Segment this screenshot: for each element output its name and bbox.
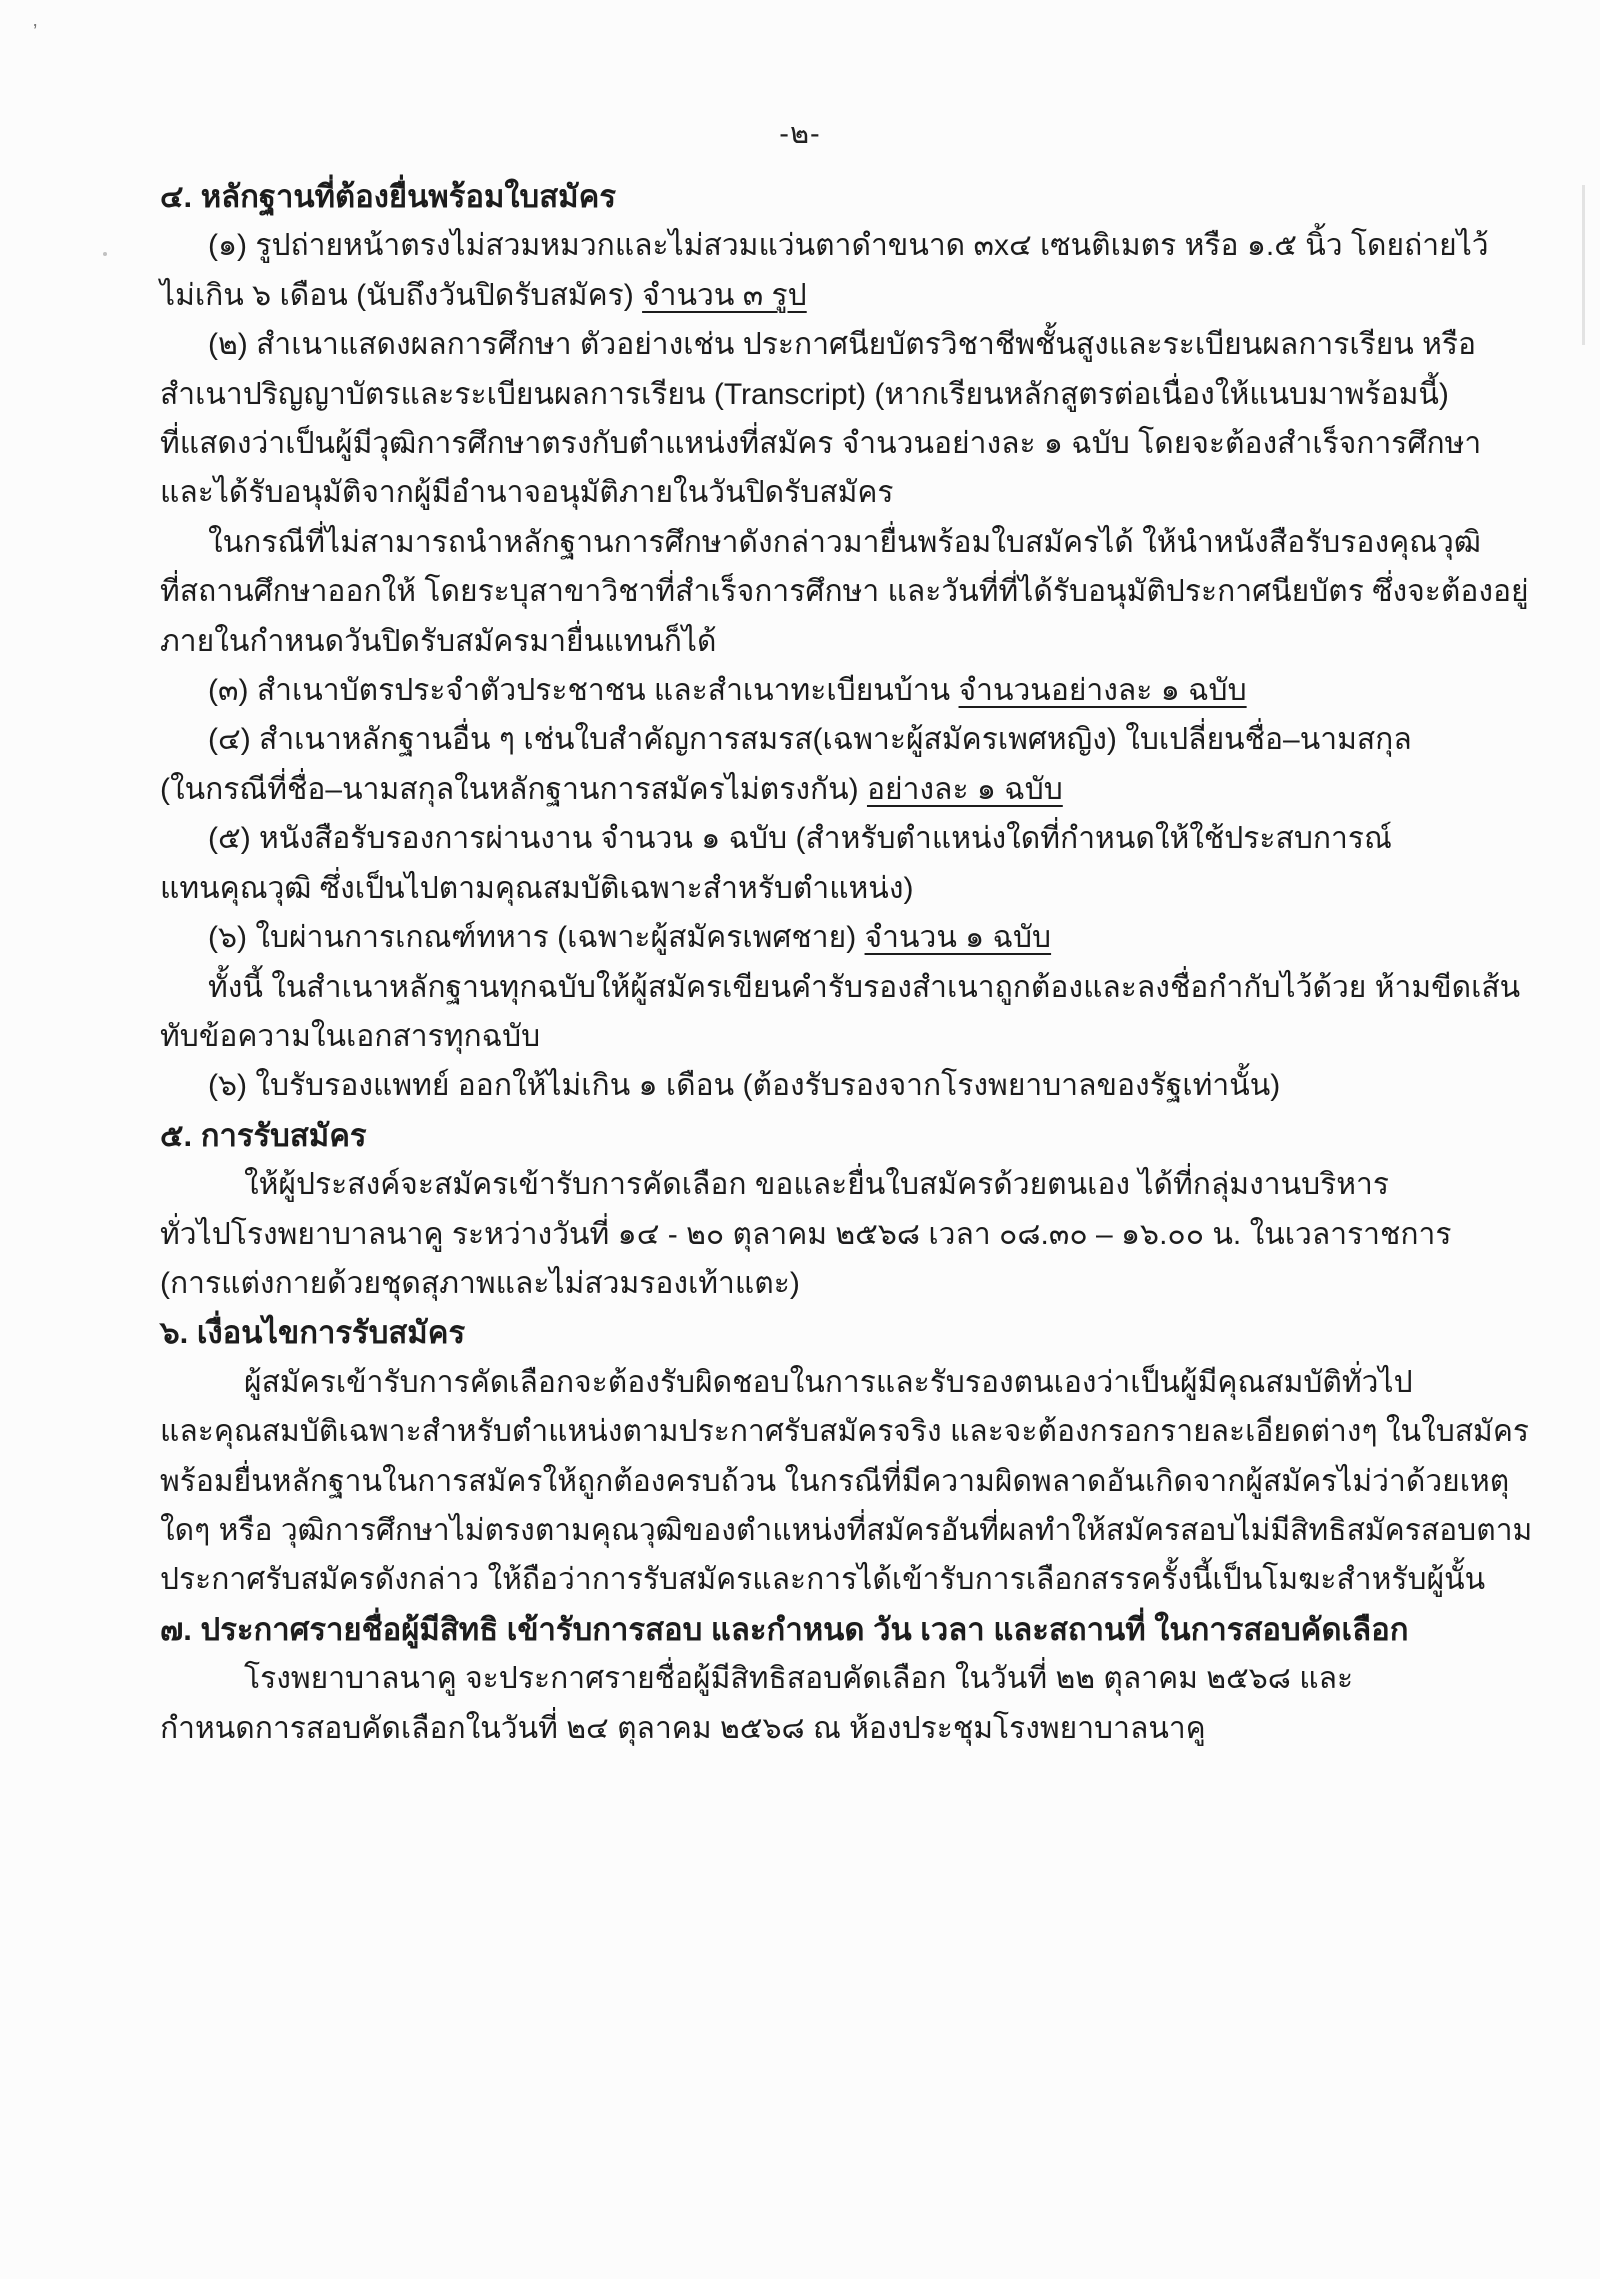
item-medical-certificate: (๖) ใบรับรองแพทย์ ออกให้ไม่เกิน ๑ เดือน (ต้องรับรองจากโรงพยาบาลของรัฐเท่านั้น)	[208, 1069, 1281, 1103]
item-3-line-1	[160, 666, 1490, 715]
section-7-line-1: โรงพยาบาลนาคู จะประกาศรายชื่อผู้มีสิทธิสอบคัดเลือก ในวันที่ ๒๒ ตุลาคม ๒๕๖๘ และ	[244, 1662, 1354, 1696]
item-4-line-2	[160, 765, 1490, 814]
item-1-copies-underlined: จำนวน ๓ รูป	[642, 278, 807, 312]
section-7-heading: ๗. ประกาศรายชื่อผู้มีสิทธิ เข้ารับการสอบ และกำหนด วัน เวลา และสถานที่ ในการสอบคัดเลือก	[160, 1611, 1409, 1647]
item-5-line-1: (๕) หนังสือรับรองการผ่านงาน จำนวน ๑ ฉบับ (สำหรับตำแหน่งใดที่กำหนดให้ใช้ประสบการณ์	[208, 822, 1392, 856]
paragraph-2-line-2: ทับข้อความในเอกสารทุกฉบับ	[160, 1019, 541, 1053]
section-6-line-1: ผู้สมัครเข้ารับการคัดเลือกจะต้องรับผิดชอบในการและรับรองตนเองว่าเป็นผู้มีคุณสมบัติทั่วไป	[244, 1365, 1413, 1399]
paragraph-1-line-3: ภายในกำหนดวันปิดรับสมัครมายื่นแทนก็ได้	[160, 624, 717, 658]
item-4-copies-underlined: อย่างละ ๑ ฉบับ	[866, 772, 1063, 806]
item-5-line-2: แทนคุณวุฒิ ซึ่งเป็นไปตามคุณสมบัติเฉพาะสำหรับตำแหน่ง)	[160, 871, 914, 905]
item-2-line-1: (๒) สำเนาแสดงผลการศึกษา ตัวอย่างเช่น ประกาศนียบัตรวิชาชีพชั้นสูงและระเบียนผลการเรียน หรือ	[208, 328, 1477, 362]
section-7-line-2: กำหนดการสอบคัดเลือกในวันที่ ๒๔ ตุลาคม ๒๕๖๘ ณ ห้องประชุมโรงพยาบาลนาคู	[160, 1711, 1206, 1745]
paragraph-2-line-1: ทั้งนี้ ในสำเนาหลักฐานทุกฉบับให้ผู้สมัครเขียนคำรับรองสำเนาถูกต้องและลงชื่อกำกับไว้ด้วย ห้ามขีดเส้น	[208, 970, 1521, 1004]
section-6-heading: ๖. เงื่อนไขการรับสมัคร	[160, 1315, 466, 1351]
paragraph-1-line-2: ที่สถานศึกษาออกให้ โดยระบุสาขาวิชาที่สำเร็จการศึกษา และวันที่ที่ได้รับอนุมัติประกาศนียบัตร ซึ่งจะต้องอยู่	[160, 575, 1529, 609]
item-4-line-1: (๔) สำเนาหลักฐานอื่น ๆ เช่นใบสำคัญการสมรส(เฉพาะผู้สมัครเพศหญิง) ใบเปลี่ยนชื่อ–นามสกุล	[208, 723, 1412, 757]
paragraph-1-line-1: ในกรณีที่ไม่สามารถนำหลักฐานการศึกษาดังกล่าวมายื่นพร้อมใบสมัครได้ ให้นำหนังสือรับรองคุณวุฒิ	[208, 525, 1481, 559]
scan-speck: ʼ	[33, 22, 38, 44]
section-4-heading: ๔. หลักฐานที่ต้องยื่นพร้อมใบสมัคร	[160, 179, 616, 214]
section-5-heading: ๕. การรับสมัคร	[160, 1117, 367, 1153]
section-6-line-3: พร้อมยื่นหลักฐานในการสมัครให้ถูกต้องครบถ้วน ในกรณีที่มีความผิดพลาดอันเกิดจากผู้สมัครไม่ว่าด้วยเหตุ	[160, 1464, 1510, 1498]
item-2-line-2: สำเนาปริญญาบัตรและระเบียนผลการเรียน (Transcript) (หากเรียนหลักสูตรต่อเนื่องให้แนบมาพร้อมนี้)	[160, 377, 1449, 411]
item-3-copies-underlined: จำนวนอย่างละ ๑ ฉบับ	[958, 674, 1247, 708]
item-2-line-3: ที่แสดงว่าเป็นผู้มีวุฒิการศึกษาตรงกับตำแหน่งที่สมัคร จำนวนอย่างละ ๑ ฉบับ โดยจะต้องสำเร็จการศึกษา	[160, 427, 1482, 461]
scan-dot	[103, 252, 107, 256]
item-4-line-2-text: (ในกรณีที่ชื่อ–นามสกุลในหลักฐานการสมัครไม่ตรงกัน)	[160, 772, 867, 806]
item-3-text: (๓) สำเนาบัตรประจำตัวประชาชน และสำเนาทะเบียนบ้าน	[208, 674, 959, 708]
item-6-line-1	[160, 913, 1490, 962]
section-6-line-5: ประกาศรับสมัครดังกล่าว ให้ถือว่าการรับสมัครและการได้เข้ารับการเลือกสรรครั้งนี้เป็นโมฆะสำหรับผู้นั้น	[160, 1563, 1486, 1597]
item-1-line-2	[160, 271, 1490, 320]
scan-edge-artifact	[1582, 185, 1585, 345]
section-5-line-3: (การแต่งกายด้วยชุดสุภาพและไม่สวมรองเท้าแตะ)	[160, 1266, 800, 1300]
section-5-line-2: ทั่วไปโรงพยาบาลนาคู ระหว่างวันที่ ๑๔ - ๒๐ ตุลาคม ๒๕๖๘ เวลา ๐๘.๓๐ – ๑๖.๐๐ น. ในเวลาราชการ	[160, 1217, 1452, 1251]
item-2-line-4: และได้รับอนุมัติจากผู้มีอำนาจอนุมัติภายในวันปิดรับสมัคร	[160, 476, 894, 510]
item-1-line-1: (๑) รูปถ่ายหน้าตรงไม่สวมหมวกและไม่สวมแว่นตาดำขนาด ๓x๔ เซนติเมตร หรือ ๑.๕ นิ้ว โดยถ่ายไว้	[208, 229, 1489, 263]
section-6-line-2: และคุณสมบัติเฉพาะสำหรับตำแหน่งตามประกาศรับสมัครจริง และจะต้องกรอกรายละเอียดต่างๆ ในใบสมัคร	[160, 1415, 1530, 1449]
section-6-line-4: ใดๆ หรือ วุฒิการศึกษาไม่ตรงตามคุณวุฒิของตำแหน่งที่สมัครอันที่ผลทำให้สมัครสอบไม่มีสิทธิสมัครสอบตาม	[160, 1513, 1533, 1547]
document-body	[160, 172, 1533, 1753]
item-6-text: (๖) ใบผ่านการเกณฑ์ทหาร (เฉพาะผู้สมัครเพศชาย)	[208, 921, 865, 955]
page-number: -๒-	[779, 118, 821, 150]
item-6-copies-underlined: จำนวน ๑ ฉบับ	[864, 921, 1052, 955]
item-1-line-2-text: ไม่เกิน ๖ เดือน (นับถึงวันปิดรับสมัคร)	[160, 278, 643, 312]
section-5-line-1: ให้ผู้ประสงค์จะสมัครเข้ารับการคัดเลือก ขอและยื่นใบสมัครด้วยตนเอง ได้ที่กลุ่มงานบริหาร	[244, 1168, 1389, 1202]
